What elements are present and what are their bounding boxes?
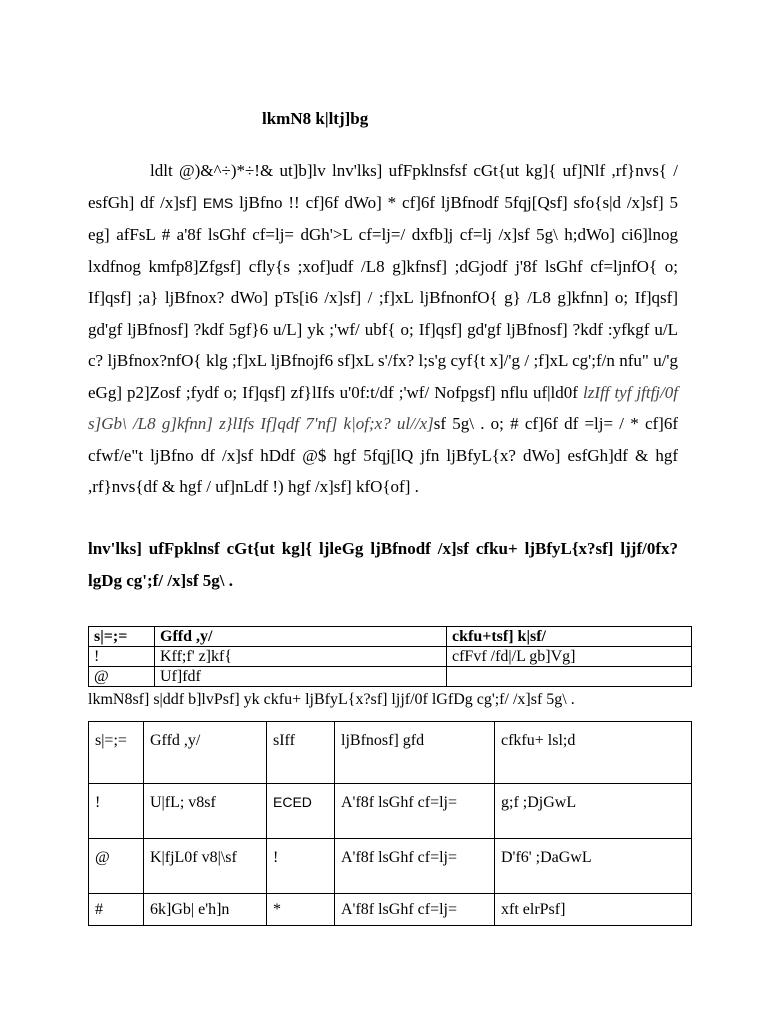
between-text: lkmN8sf] s|ddf b]lvPsf] yk ckfu+ ljBfyL{x?sf] ljjf/0f lGfDg cg';f/ /x]sf 5g\ . [88, 691, 575, 708]
table-cell: ! [89, 784, 144, 839]
table-cell: # [89, 894, 144, 926]
table-header-cell: s|=;= [89, 627, 155, 647]
table-cell [447, 667, 692, 687]
table-row [89, 647, 692, 667]
table-cell: * [267, 894, 335, 926]
paragraph-text-part1: ldlt @)&^÷)*÷!& ut]b]lv lnv'lks] ufFpklnsfsf cGt{ut kg]{ uf]Nlf ,rf}nvs{ / esfGh] df /x]sf] [88, 161, 678, 212]
table-cell: @ [89, 839, 144, 894]
table-header-row [89, 627, 692, 647]
table-header-cell: Gffd ,y/ [144, 722, 267, 784]
paragraph-text-part3: sf 5g\ . o; # cf]6f df =lj= / * cf]6f cfwf/e"t ljBfno df /x]sf hDdf @$ hgf 5fqj[lQ jfn ljBfyL{x? dWo] esfGh]df & hgf ,rf}nvs{df & hgf / uf]nLdf !) hgf /x]sf] kfO{of] . [88, 414, 678, 496]
table-header-cell: Gffd ,y/ [155, 627, 447, 647]
table-cell: A'f8f lsGhf cf=lj= [335, 784, 495, 839]
table-row [89, 667, 692, 687]
paragraph-text-part2: ljBfno !! cf]6f dWo] * cf]6f ljBfnodf 5fqj[Qsf] sfo{s|d /x]sf] 5 eg] afFsL # a'8f lsGhf cf=lj= dGh'>L cf=lj=/ dxfb]j cf=lj /x]sf 5g\ h;dWo] ci6]lnog lxdfnog kmfp8]Zfgsf] cfly{s ;xof]udf /L8 g]kfnsf] ;dGjodf j'8f lsGhf cf=ljnfO{ o; If]qsf] ;a} ljBfnox? dWo] pTs[i6 /x]sf] / ;f]xL ljBfnonfO{ g} /L8 g]kfnn] o; If]qsf] gd'gf ljBfnosf] ?kdf 5gf}6 u/L] yk ;'wf/ ubf{ o; If]qsf] gd'gf ljBfnosf] ?kdf :yfkgf u/L c? ljBfnox?nfO{ klg ;f]xL ljBfnojf6 sf]xL s'/fx? l;s'g cyf{t x]/'g / ;f]xL cg';f/n nfu" u/'g eGg] p2]Zosf ;fydf o; If]qsf] zf}lIfs u'0f:t/df ;'wf/ Nofpgsf] nflu uf|ld0f [88, 192, 679, 402]
table-cell: A'f8f lsGhf cf=lj= [335, 839, 495, 894]
table-cell: 6k]Gb| e'h]n [144, 894, 267, 926]
table-header-cell: s|=;= [89, 722, 144, 784]
table-cell: @ [89, 667, 155, 687]
document-heading: lkmN8 k|ltj]bg [262, 109, 369, 128]
disabled-students-table [88, 626, 692, 687]
table-cell: D'f6' ;DaGwL [495, 839, 692, 894]
table-row [89, 784, 692, 839]
table-header-cell: ckfu+tsf] k|sf/ [447, 627, 692, 647]
table-row [89, 839, 692, 894]
table-header-cell: cfkfu+ lsl;d [495, 722, 692, 784]
additional-students-table [88, 721, 692, 926]
table-row [89, 894, 692, 926]
table-cell: U|fL; v8sf [144, 784, 267, 839]
table-header-cell: ljBfnosf] gfd [335, 722, 495, 784]
table-cell: xft elrPsf] [495, 894, 692, 926]
table-cell: ! [267, 839, 335, 894]
table-cell: g;f ;DjGwL [495, 784, 692, 839]
paragraph-text-ems: EMS [202, 194, 234, 211]
body-paragraph [88, 155, 678, 503]
table-cell: K|fjL0f v8|\sf [144, 839, 267, 894]
table-cell: ECED [267, 784, 335, 839]
table-header-cell: sIff [267, 722, 335, 784]
table-cell: Uf]fdf [155, 667, 447, 687]
paragraph-text-italic: lzIff tyf jftfj/0f s]Gb\ /L8 g]kfnn] z}lIfs If]qdf 7'nf] k|of;x? ul//x] [88, 382, 679, 433]
bold-paragraph: lnv'lks] ufFpklnsf cGt{ut kg]{ ljleGg ljBfnodf /x]sf cfku+ ljBfyL{x?sf] ljjf/0fx? lgDg cg';f/ /x]sf 5g\ . [88, 539, 678, 590]
table-cell: Kff;f' z]kf{ [155, 647, 447, 667]
table-header-row [89, 722, 692, 784]
table-cell: A'f8f lsGhf cf=lj= [335, 894, 495, 926]
table-cell: ! [89, 647, 155, 667]
table-cell: cfFvf /fd|/L gb]Vg] [447, 647, 692, 667]
